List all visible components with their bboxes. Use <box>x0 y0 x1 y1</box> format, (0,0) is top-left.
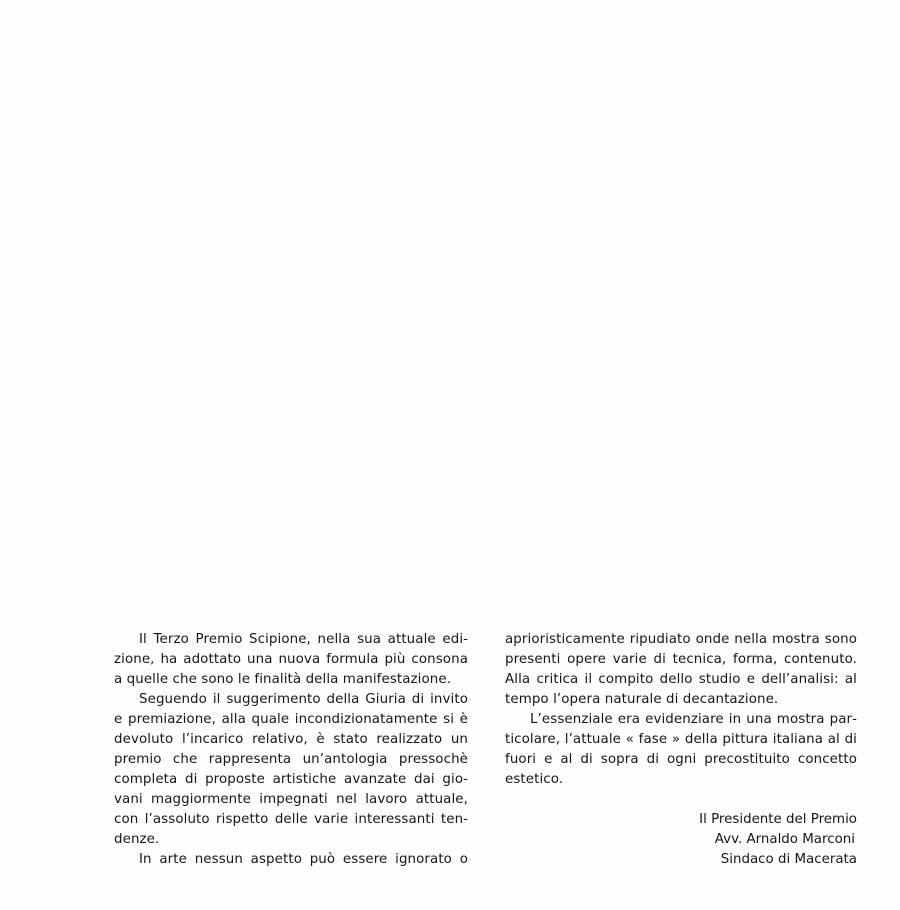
signature-role: Sindaco di Macerata <box>720 852 857 867</box>
paragraph-5: L’essenziale era evidenziare in una mostra particolare, l’attuale « fase » della pittura italiana al di fuori e al di sopra di ogni precostituito concetto estetico. <box>505 712 857 787</box>
paragraph-2: Seguendo il suggerimento della Giuria di invito e premiazione, alla quale incondizionatamente si è devoluto l’incarico relativo, è stato realizzato un premio che rappresenta un’antologia pressochè completa di proposte artistiche avanzate dai giovani maggiormente impegnati nel lavoro attuale, con l’assoluto rispetto delle varie interessanti tendenze. <box>114 692 468 847</box>
paragraph-1: Il Terzo Premio Scipione, nella sua attuale edizione, ha adottato una nuova formula più consona a quelle che sono le finalità della manifestazione. <box>114 632 468 687</box>
paragraph-3: In arte nessun aspetto può essere ignorato o <box>139 852 468 867</box>
signature-title: Il Presidente del Premio <box>699 812 857 827</box>
paragraph-4: aprioristicamente ripudiato onde nella mostra sono presenti opere varie di tecnica, forma, contenuto. Alla critica il compito dello studio e dell’analisi: al tempo l’opera naturale di decantazione. <box>505 632 857 707</box>
signature-block <box>557 810 857 870</box>
left-text-column <box>114 630 468 870</box>
right-text-column <box>505 630 857 790</box>
signature-name: Avv. Arnaldo Marconi <box>714 832 855 847</box>
